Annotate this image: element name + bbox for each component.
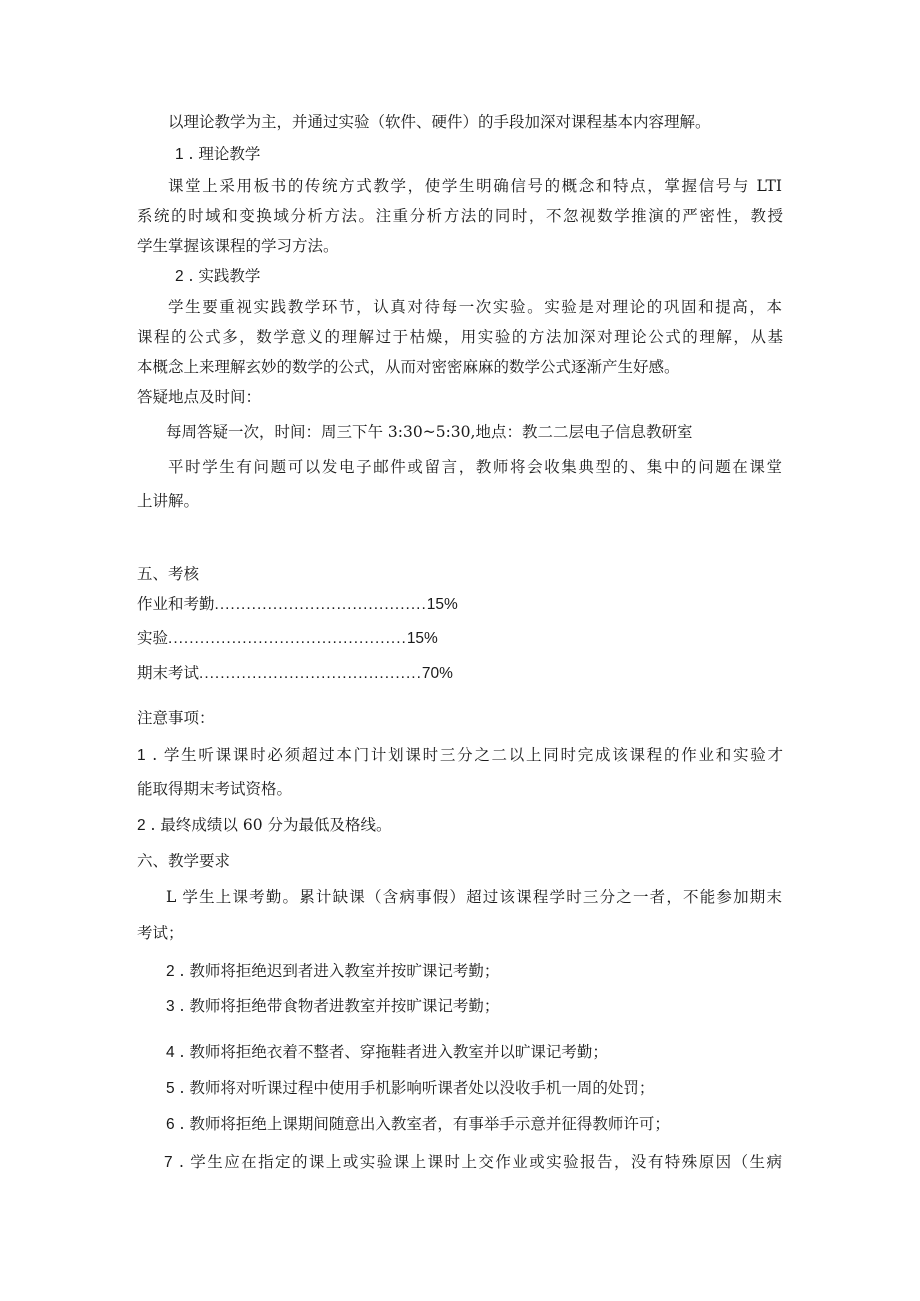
practice-paragraph-line-2: 课程的公式多，数学意义的理解过于枯燥，用实验的方法加深对理论公式的理解，从基 <box>137 328 783 346</box>
theory-paragraph-line-2: 系统的时域和变换域分析方法。注重分析方法的同时，不忽视数学推演的严密性，教授 <box>137 207 783 225</box>
theory-heading-number: 1 <box>175 146 184 163</box>
requirement-item <box>166 960 499 983</box>
assessment-value: 15% <box>406 630 438 647</box>
requirement-number: 4 <box>166 1044 175 1061</box>
requirement-text: . 教师将拒绝带食物者进教室并按旷课记考勤； <box>174 997 500 1015</box>
requirement-item <box>166 995 499 1018</box>
qa-note-line-2: 上讲解。 <box>137 492 200 510</box>
requirement-number: 6 <box>166 1116 175 1133</box>
requirement-1-line-1: L 学生上课考勤。累计缺课（含病事假）超过该课程学时三分之一者，不能参加期末 <box>166 888 782 906</box>
leader-dots: ........................................ <box>214 596 427 613</box>
teaching-intro: 以理论教学为主，并通过实验（软件、硬件）的手段加深对课程基本内容理解。 <box>168 113 711 131</box>
theory-heading-text: . 理论教学 <box>183 145 261 163</box>
requirement-number: 5 <box>166 1080 175 1097</box>
requirement-7-number: 7 <box>164 1154 173 1171</box>
practice-paragraph-line-1: 学生要重视实践教学环节，认真对待每一次实验。实验是对理论的巩固和提高，本 <box>168 298 782 316</box>
qa-heading: 答疑地点及时间： <box>137 388 262 406</box>
requirement-number: 2 <box>166 963 175 980</box>
requirement-1-line-2: 考试； <box>137 924 184 942</box>
theory-heading <box>175 143 260 166</box>
requirement-item <box>166 1113 670 1136</box>
note-1-number: 1 <box>137 747 146 764</box>
requirement-text: . 教师将拒绝衣着不整者、穿拖鞋者进入教室并以旷课记考勤； <box>174 1043 608 1061</box>
assessment-label: 实验 <box>137 629 169 647</box>
qa-schedule: 每周答疑一次，时间：周三下午 3:30~5:30,地点：教二二层电子信息教研室 <box>166 423 693 441</box>
requirement-text: . 教师将拒绝上课期间随意出入教室者，有事举手示意并征得教师许可； <box>174 1115 670 1133</box>
assessment-row <box>137 593 458 616</box>
note-1-text: . 学生听课课时必须超过本门计划课时三分之二以上同时完成该课程的作业和实验才 <box>145 746 783 764</box>
note-2 <box>137 814 391 837</box>
note-2-number: 2 <box>137 817 146 834</box>
practice-heading-number: 2 <box>175 268 184 285</box>
theory-paragraph-line-1: 课堂上采用板书的传统方式教学，使学生明确信号的概念和特点，掌握信号与 LTI <box>168 177 782 195</box>
practice-heading-text: . 实践教学 <box>183 267 261 285</box>
practice-paragraph-line-3: 本概念上来理解玄妙的数学的公式，从而对密密麻麻的数学公式逐渐产生好感。 <box>137 358 680 376</box>
note-2-text: . 最终成绩以 60 分为最低及格线。 <box>145 816 392 834</box>
leader-dots: ............................................. <box>168 630 407 647</box>
assessment-label: 作业和考勤 <box>137 595 215 613</box>
theory-paragraph-line-3: 学生掌握该课程的学习方法。 <box>137 237 339 255</box>
requirement-text: . 教师将对听课过程中使用手机影响听课者处以没收手机一周的处罚； <box>174 1079 655 1097</box>
assessment-value: 15% <box>426 596 458 613</box>
assessment-row <box>137 627 438 650</box>
practice-heading <box>175 265 260 288</box>
assessment-heading: 五、考核 <box>137 565 200 583</box>
requirement-item <box>166 1077 654 1100</box>
requirement-7-text: . 学生应在指定的课上或实验课上课时上交作业或实验报告，没有特殊原因（生病 <box>172 1153 782 1171</box>
assessment-value: 70% <box>421 665 453 682</box>
requirement-number: 3 <box>166 998 175 1015</box>
note-1-line-1 <box>137 744 783 767</box>
notes-heading: 注意事项： <box>137 709 215 727</box>
assessment-label: 期末考试 <box>137 664 200 682</box>
requirement-text: . 教师将拒绝迟到者进入教室并按旷课记考勤； <box>174 962 500 980</box>
requirement-item <box>166 1041 608 1064</box>
qa-note-line-1: 平时学生有问题可以发电子邮件或留言，教师将会收集典型的、集中的问题在课堂 <box>168 458 782 476</box>
requirement-7 <box>164 1151 782 1174</box>
leader-dots: .......................................... <box>199 665 422 682</box>
note-1-line-2: 能取得期末考试资格。 <box>137 780 293 798</box>
assessment-row <box>137 662 453 685</box>
requirements-heading: 六、教学要求 <box>137 852 231 870</box>
